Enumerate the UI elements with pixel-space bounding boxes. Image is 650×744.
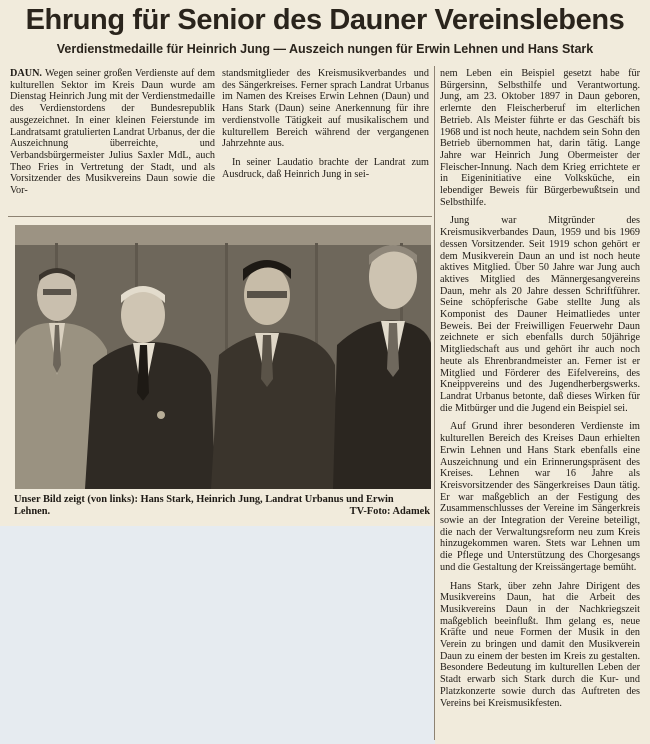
photo-caption [14,494,430,518]
paragraph: nem Leben ein Beispiel gesetzt habe für Bürgersinn, Selbsthilfe und Verantwortung. Jung, am 23. Oktober 1897 in Daun geboren, erlernte den Fleischerberuf im elterlichen Betrieb. Als Meister führte er das Geschäft bis 1968 und ist noch heute, nachdem sein Sohn den Betrieb übernommen hat, darin tätig. Lange Jahre war Heinrich Jung Obermeister der Fleischer-Innung. Nach dem Krieg errichtete er in Eigeninitiative eine Volksküche, ein lebendiger Beweis für Bürgerbewußtsein und Selbsthilfe. [440,68,640,208]
caption-text: Unser Bild zeigt (von links): Hans Stark, Heinrich Jung, Landrat Urbanus und Erwin Lehnen. [14,494,394,517]
paragraph [10,68,215,197]
article-photo [15,225,431,489]
photo-credit: TV-Foto: Adamek [349,505,430,517]
dateline: DAUN. [10,68,42,79]
photo-illustration [15,225,431,489]
article-subheadline: Verdienstmedaille für Heinrich Jung — Auszeich nungen für Erwin Lehnen und Hans Stark [56,42,594,56]
article-column-2 [222,68,429,187]
paragraph: standsmitglieder des Kreismusikverbandes und des Sängerkreises. Ferner sprach Landrat Urbanus im Namen des Kreises Erwin Lehnen (Daun) und Hans Stark (Daun) seine Anerkennung für ihre verdienstvolle Tätigkeit auf musikalischem und kulturellem Bereich während der vergangenen Jahrzehnte aus. [222,68,429,150]
article-column-3 [440,68,640,716]
article-headline: Ehrung für Senior des Dauner Vereinslebens [25,4,625,36]
paragraph: Auf Grund ihrer besonderen Verdienste im kulturellen Bereich des Kreises Daun erhielten Erwin Lehnen und Hans Stark ebenfalls eine Auszeichnung und ein Erinnerungspräsent des Kreises. Lehnen war 16 Jahre als Kreisvorsitzender des Sängerkreises Daun tätig. Er war maßgeblich an der Festigung des Zusammenschlusses der Vereine im Sängerkreis sowie an der Integration der Vereine beteiligt, die nach der Verwaltungsreform neu zum Kreis hinzugekommen waren. Stets war Lehnen um die Pflege und Unterstützung des Chorgesangs und die Gestaltung der Kreissängertage bemüht. [440,421,640,573]
paragraph-text: Wegen seiner großen Verdienste auf dem kulturellen Sektor im Kreis Daun wurde am Dienstag Heinrich Jung mit der Verdienstmedaille des Verdienstordens der Bundesrepublik ausgezeichnet. In einer kleinen Feierstunde im Landratsamt gratulierten Landrat Urbanus, der die Auszeichnung überreichte, und Verbandsbürgermeister Julius Saxler MdL, auch Theo Fries in Vertretung der Stadt, und als Vorsitzender des Musikvereins Daun sowie die Vor- [10,68,215,197]
paragraph: In seiner Laudatio brachte der Landrat zum Ausdruck, daß Heinrich Jung in sei- [222,156,429,180]
paragraph: Hans Stark, über zehn Jahre Dirigent des Musikvereins Daun, hat die Arbeit des Musikvereins Daun in der Nachkriegszeit maßgeblich beeinflußt. Ihm gelang es, neue Kräfte und neue Formen der Musik in den Verein zu bringen und damit den Musikverein Daun zu einem der besten im Kreis zu gestalten. Besondere Bedeutung im kulturellen Leben der Stadt erwarb sich Stark durch die Kur- und Platzkonzerte sowie durch das Auftreten des Vereins bei Kreismusikfesten. [440,580,640,709]
article-column-1 [10,68,215,204]
paragraph: Jung war Mitgründer des Kreismusikverbandes Daun, 1959 und bis 1969 dessen Vorsitzender. Seit 1919 schon gehört er dem Musikverein Daun an und ist noch heute aktives Mitglied. Über 50 Jahre war Jung auch aktives Mitglied des Männergesangvereins Daun, mehr als 20 Jahre dessen Schriftführer. Seine schöpferische Gabe stellte Jung als Komponist des Dauner Heimatliedes unter Beweis. Bei der Freiwilligen Feuerwehr Daun zeichnete er sich ebenfalls durch 50jährige Mitgliedschaft aus und gehört ihr auch noch heute als Ehrenbrandmeister an. Ferner ist er Mitglied und Förderer des Eifelvereins, des Kneippvereins und des Jugendherbergswerks. Landrat Urbanus betonte, daß dieses Wirken für die Mitbürger und die Jugend ein Beispiel sei. [440,215,640,414]
column-divider-vertical [434,66,435,740]
column-divider-horizontal [8,216,432,217]
